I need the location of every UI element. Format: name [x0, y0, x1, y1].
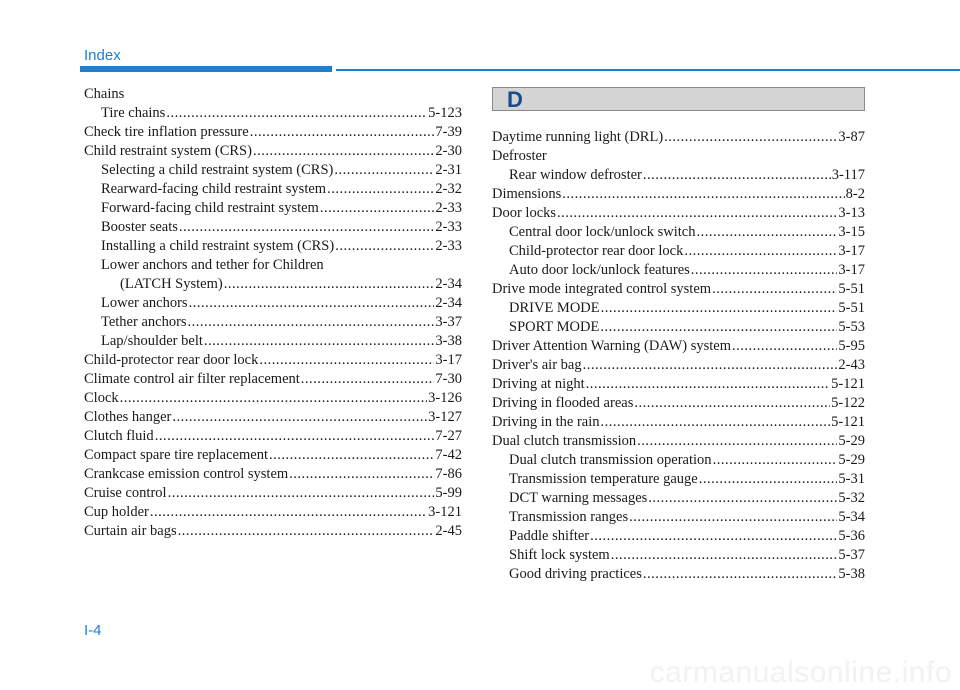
index-entry: [492, 261, 865, 280]
watermark-text: carmanualsonline.info: [649, 656, 952, 689]
entry-term: Driving in the rain: [492, 414, 600, 430]
section-letter-bar: [492, 87, 865, 111]
index-entry: [492, 508, 865, 527]
index-entry: [492, 565, 865, 584]
dot-leader: [168, 484, 435, 503]
dot-leader: [250, 123, 435, 142]
index-entry: [84, 199, 462, 218]
entry-page-ref: 5-37: [838, 547, 865, 563]
dot-leader: [320, 199, 435, 218]
entry-page-ref: 7-86: [435, 466, 462, 482]
entry-page-ref: 3-13: [838, 205, 865, 221]
index-entry: [492, 223, 865, 242]
index-entry: [492, 451, 865, 470]
entry-page-ref: 5-51: [838, 281, 865, 297]
entry-page-ref: 7-30: [435, 371, 462, 387]
entry-page-ref: 5-122: [831, 395, 865, 411]
index-entry: [84, 104, 462, 123]
entry-page-ref: 5-34: [838, 509, 865, 525]
index-entry: [492, 375, 865, 394]
dot-leader: [179, 218, 434, 237]
dot-leader: [557, 204, 837, 223]
dot-leader: [224, 275, 435, 294]
header-rule-thick: [80, 66, 332, 72]
entry-term: Child-protector rear door lock: [509, 243, 684, 259]
index-entry: [492, 413, 865, 432]
entry-page-ref: 2-32: [435, 181, 462, 197]
dot-leader: [648, 489, 837, 508]
index-entry: [492, 147, 865, 166]
index-entry: [84, 161, 462, 180]
entry-term: Door locks: [492, 205, 557, 221]
entry-term: Tire chains: [101, 105, 166, 121]
index-entry: [84, 446, 462, 465]
entry-term: Chains: [84, 86, 125, 102]
entry-page-ref: 5-121: [831, 376, 865, 392]
index-entry: [492, 318, 865, 337]
dot-leader: [259, 351, 434, 370]
header-rule-thin: [336, 69, 960, 71]
entry-term: Check tire inflation pressure: [84, 124, 249, 140]
index-entry: [84, 522, 462, 541]
entry-term: Installing a child restraint system (CRS): [101, 238, 335, 254]
index-entry: [84, 484, 462, 503]
index-entry: [84, 294, 462, 313]
entry-page-ref: 2-45: [435, 523, 462, 539]
entry-page-ref: 5-38: [838, 566, 865, 582]
dot-leader: [301, 370, 435, 389]
dot-leader: [699, 470, 838, 489]
entry-term: Lower anchors and tether for Children: [101, 257, 324, 273]
entry-page-ref: 8-2: [845, 186, 865, 202]
index-entry: [84, 275, 462, 294]
index-entry: [84, 142, 462, 161]
entry-term: Clock: [84, 390, 119, 406]
dot-leader: [629, 508, 837, 527]
entry-page-ref: 3-37: [435, 314, 462, 330]
dot-leader: [696, 223, 837, 242]
dot-leader: [172, 408, 427, 427]
entry-term: Lower anchors: [101, 295, 188, 311]
dot-leader: [166, 104, 427, 123]
entry-term: Clutch fluid: [84, 428, 154, 444]
section-letter: D: [507, 87, 523, 112]
entry-page-ref: 3-121: [428, 504, 462, 520]
entry-term: Driver's air bag: [492, 357, 582, 373]
dot-leader: [289, 465, 434, 484]
index-entry: [84, 85, 462, 104]
entry-page-ref: 2-31: [435, 162, 462, 178]
dot-leader: [269, 446, 434, 465]
dot-leader: [586, 375, 831, 394]
index-entry: [492, 280, 865, 299]
dot-leader: [611, 546, 838, 565]
entry-page-ref: 2-34: [435, 276, 462, 292]
entry-term: (LATCH System): [120, 276, 223, 292]
entry-term: Paddle shifter: [509, 528, 590, 544]
dot-leader: [327, 180, 434, 199]
index-entry: [492, 356, 865, 375]
index-entry: [84, 389, 462, 408]
index-entry: [84, 123, 462, 142]
entry-page-ref: 3-17: [838, 262, 865, 278]
index-entry: [492, 527, 865, 546]
entry-page-ref: 2-30: [435, 143, 462, 159]
entry-page-ref: 5-31: [838, 471, 865, 487]
entry-page-ref: 2-33: [435, 238, 462, 254]
index-column-right: [492, 128, 865, 584]
entry-term: Shift lock system: [509, 547, 610, 563]
entry-term: Transmission temperature gauge: [509, 471, 698, 487]
index-entry: [492, 242, 865, 261]
dot-leader: [178, 522, 435, 541]
entry-page-ref: 5-99: [435, 485, 462, 501]
entry-term: Transmission ranges: [509, 509, 629, 525]
dot-leader: [562, 185, 844, 204]
dot-leader: [120, 389, 428, 408]
entry-term: DRIVE MODE: [509, 300, 600, 316]
index-entry: [492, 337, 865, 356]
index-entry: [492, 470, 865, 489]
dot-leader: [204, 332, 435, 351]
index-entry: [492, 204, 865, 223]
page-number: I-4: [84, 622, 102, 639]
dot-leader: [601, 299, 838, 318]
entry-term: Rear window defroster: [509, 167, 642, 183]
index-entry: [84, 370, 462, 389]
index-entry: [492, 546, 865, 565]
dot-leader: [335, 237, 434, 256]
index-entry: [492, 432, 865, 451]
entry-page-ref: 5-53: [838, 319, 865, 335]
dot-leader: [601, 413, 831, 432]
dot-leader: [664, 128, 837, 147]
dot-leader: [691, 261, 838, 280]
dot-leader: [253, 142, 434, 161]
entry-term: Driver Attention Warning (DAW) system: [492, 338, 732, 354]
index-header-title: Index: [84, 47, 121, 64]
index-entry: [84, 313, 462, 332]
index-entry: [84, 237, 462, 256]
entry-term: Auto door lock/unlock features: [509, 262, 690, 278]
entry-term: Climate control air filter replacement: [84, 371, 300, 387]
index-entry: [492, 489, 865, 508]
entry-term: Central door lock/unlock switch: [509, 224, 696, 240]
dot-leader: [590, 527, 837, 546]
entry-page-ref: 5-29: [838, 452, 865, 468]
entry-term: Booster seats: [101, 219, 178, 235]
index-entry: [84, 351, 462, 370]
dot-leader: [334, 161, 434, 180]
entry-term: Child restraint system (CRS): [84, 143, 252, 159]
entry-term: Crankcase emission control system: [84, 466, 289, 482]
entry-term: Cruise control: [84, 485, 167, 501]
dot-leader: [188, 313, 435, 332]
entry-page-ref: 3-17: [838, 243, 865, 259]
index-entry: [492, 185, 865, 204]
entry-term: Child-protector rear door lock: [84, 352, 259, 368]
index-entry: [84, 427, 462, 446]
entry-term: Dual clutch transmission operation: [509, 452, 712, 468]
index-entry: [84, 503, 462, 522]
dot-leader: [643, 565, 838, 584]
entry-page-ref: 5-29: [838, 433, 865, 449]
dot-leader: [732, 337, 837, 356]
entry-page-ref: 3-17: [435, 352, 462, 368]
index-entry: [84, 408, 462, 427]
dot-leader: [637, 432, 837, 451]
entry-page-ref: 2-43: [838, 357, 865, 373]
dot-leader: [600, 318, 837, 337]
index-entry: [492, 394, 865, 413]
entry-page-ref: 3-87: [838, 129, 865, 145]
dot-leader: [684, 242, 837, 261]
entry-page-ref: 5-32: [838, 490, 865, 506]
dot-leader: [643, 166, 831, 185]
entry-term: Lap/shoulder belt: [101, 333, 203, 349]
dot-leader: [155, 427, 435, 446]
entry-page-ref: 5-95: [838, 338, 865, 354]
entry-page-ref: 3-117: [831, 167, 865, 183]
entry-term: Clothes hanger: [84, 409, 172, 425]
entry-term: Defroster: [492, 148, 547, 164]
entry-term: Dimensions: [492, 186, 562, 202]
entry-page-ref: 5-51: [838, 300, 865, 316]
index-entry: [492, 128, 865, 147]
entry-term: Dual clutch transmission: [492, 433, 637, 449]
entry-page-ref: 7-39: [435, 124, 462, 140]
entry-term: DCT warning messages: [509, 490, 648, 506]
index-entry: [84, 465, 462, 484]
entry-term: Daytime running light (DRL): [492, 129, 664, 145]
entry-term: Selecting a child restraint system (CRS): [101, 162, 334, 178]
entry-page-ref: 3-15: [838, 224, 865, 240]
dot-leader: [150, 503, 427, 522]
index-entry: [84, 332, 462, 351]
index-entry: [492, 299, 865, 318]
entry-page-ref: 7-27: [435, 428, 462, 444]
dot-leader: [712, 280, 837, 299]
entry-term: Good driving practices: [509, 566, 642, 582]
entry-page-ref: 3-127: [428, 409, 462, 425]
entry-term: Rearward-facing child restraint system: [101, 181, 327, 197]
entry-term: Tether anchors: [101, 314, 187, 330]
index-entry: [84, 218, 462, 237]
index-column-left: [84, 85, 462, 541]
index-entry: [84, 256, 462, 275]
entry-term: Cup holder: [84, 504, 149, 520]
entry-term: Curtain air bags: [84, 523, 177, 539]
entry-page-ref: 2-34: [435, 295, 462, 311]
index-entry: [84, 180, 462, 199]
dot-leader: [713, 451, 838, 470]
entry-term: Driving at night: [492, 376, 585, 392]
entry-page-ref: 7-42: [435, 447, 462, 463]
entry-term: Drive mode integrated control system: [492, 281, 712, 297]
dot-leader: [634, 394, 830, 413]
entry-term: Compact spare tire replacement: [84, 447, 268, 463]
dot-leader: [583, 356, 838, 375]
index-entry: [492, 166, 865, 185]
entry-page-ref: 5-36: [838, 528, 865, 544]
entry-term: Forward-facing child restraint system: [101, 200, 319, 216]
entry-page-ref: 5-123: [428, 105, 462, 121]
entry-page-ref: 3-38: [435, 333, 462, 349]
entry-page-ref: 2-33: [435, 200, 462, 216]
dot-leader: [189, 294, 435, 313]
entry-page-ref: 2-33: [435, 219, 462, 235]
entry-page-ref: 3-126: [428, 390, 462, 406]
entry-page-ref: 5-121: [831, 414, 865, 430]
entry-term: Driving in flooded areas: [492, 395, 634, 411]
entry-term: SPORT MODE: [509, 319, 600, 335]
